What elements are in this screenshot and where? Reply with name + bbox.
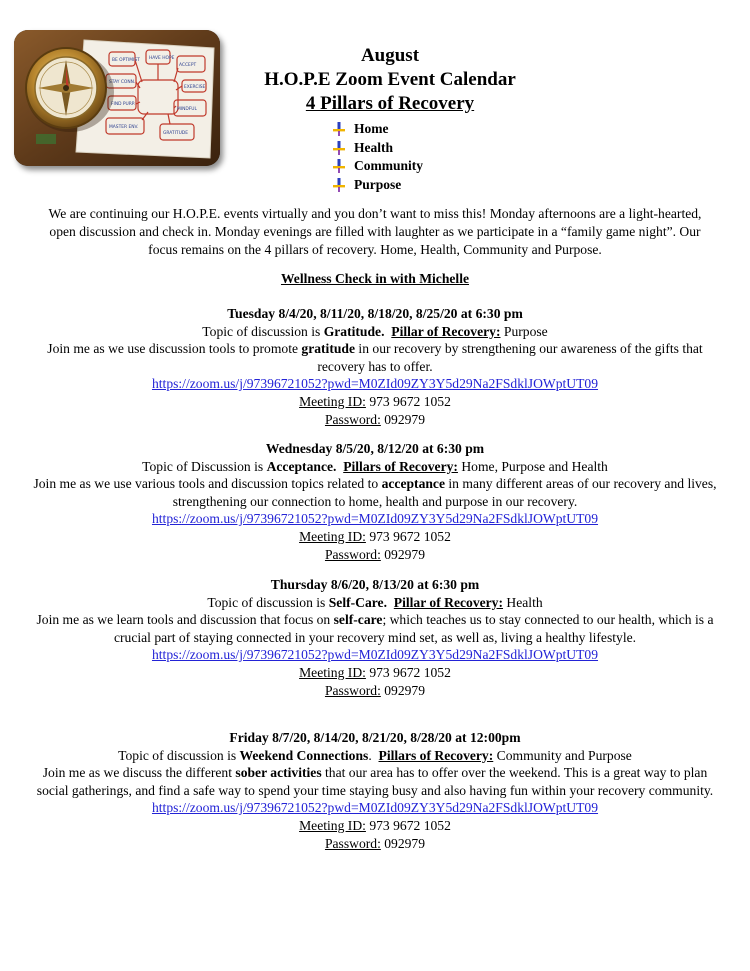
desc-pre: Join me as we learn tools and discussion that focus on [36,612,334,628]
event-description [30,475,720,510]
event-description [30,340,720,375]
password-line [30,682,720,700]
svg-text:GRATITUDE: GRATITUDE [163,131,188,136]
password-label: Password: [324,682,381,698]
list-item [332,157,423,176]
topic-prefix: Topic of Discussion is [142,458,267,474]
meeting-id-value: 973 9672 1052 [365,817,451,833]
title-block [220,44,560,116]
svg-text:MINDFUL: MINDFUL [177,107,197,112]
desc-bold: gratitude [301,341,356,357]
desc-bold: self-care [333,612,383,628]
pushpin-bullet-icon [332,122,346,136]
event-topic-line [30,323,720,341]
event-topic-line [30,594,720,612]
zoom-link[interactable]: https://zoom.us/j/97396721052?pwd=M0ZId09ZY3Y5d29Na2FSdklJOWptUT09 [151,800,599,816]
meeting-id-value: 973 9672 1052 [365,528,451,544]
meeting-id-value: 973 9672 1052 [365,664,451,680]
desc-post: ; which teaches us to stay connected to our health, which is a crucial part of staying connected in your recovery mind set, as well as, living a healthy lifestyle. [113,612,714,645]
password-line [30,835,720,853]
pushpin-bullet-icon [332,141,346,155]
desc-pre: Join me as we discuss the different [42,765,236,781]
list-item [332,120,423,139]
zoom-link[interactable]: https://zoom.us/j/97396721052?pwd=M0ZId09ZY3Y5d29Na2FSdklJOWptUT09 [151,647,599,663]
svg-text:BE OPTIMIST: BE OPTIMIST [112,58,140,63]
pillar-value: Health [503,594,543,610]
event-wednesday [30,440,720,563]
zoom-link[interactable]: https://zoom.us/j/97396721052?pwd=M0ZId09ZY3Y5d29Na2FSdklJOWptUT09 [151,376,599,392]
pillar-value: Home, Purpose and Health [457,458,608,474]
calendar-title: H.O.P.E Zoom Event Calendar [264,69,516,90]
desc-pre: Join me as we use various tools and discussion topics related to [33,476,382,492]
meeting-id-label: Meeting ID: [299,817,366,833]
event-description [30,611,720,646]
topic-prefix: Topic of discussion is [202,323,324,339]
password-label: Password: [324,411,381,427]
event-when: Wednesday 8/5/20, 8/12/20 at 6:30 pm [265,441,485,456]
svg-text:HAVE HOPE: HAVE HOPE [149,56,175,61]
svg-text:EXERCISE: EXERCISE [184,85,206,90]
header-image [14,30,220,166]
pillar-label: Purpose [354,176,402,192]
month-title: August [360,45,420,66]
event-tuesday [30,305,720,428]
meeting-id-value: 973 9672 1052 [365,393,451,409]
desc-bold: acceptance [381,476,445,492]
event-description [30,764,720,799]
event-when: Thursday 8/6/20, 8/13/20 at 6:30 pm [270,577,480,592]
meeting-id-line [30,528,720,546]
event-friday [30,729,720,852]
topic-prefix: Topic of discussion is [118,747,240,763]
svg-text:ACCEPT: ACCEPT [179,63,197,68]
section-title: Wellness Check in with Michelle [280,271,470,286]
meeting-id-label: Meeting ID: [299,528,366,544]
pillar-label: Home [354,121,389,136]
meeting-id-line [30,664,720,682]
pillar-label: Pillar of Recovery: [391,323,501,339]
desc-pre: Join me as we use discussion tools to promote [47,341,302,357]
pillar-label: Pillars of Recovery: [378,747,494,763]
topic-name: Weekend Connections [239,747,369,763]
pillar-value: Community and Purpose [493,747,632,763]
password-value: 092979 [380,682,426,698]
password-label: Password: [324,546,381,562]
pillar-value: Purpose [500,323,548,339]
pushpin-bullet-icon [332,159,346,173]
calendar-subtitle: 4 Pillars of Recovery [305,93,475,114]
intro-paragraph: We are continuing our H.O.P.E. events virtually and you don’t want to miss this! Monday afternoons are a light-hearted, open discussion and check in. Monday evenings are filled with laughter as we participate in a “family game night”. Our focus remains on the 4 pillars of recovery. Home, Health, Community and Purpose. [48,206,702,257]
meeting-id-line [30,817,720,835]
pushpin-bullet-icon [332,178,346,192]
password-value: 092979 [380,546,426,562]
meeting-id-label: Meeting ID: [299,664,366,680]
event-when: Friday 8/7/20, 8/14/20, 8/21/20, 8/28/20 at 12:00pm [229,730,521,745]
password-value: 092979 [380,835,426,851]
event-topic-line: Topic of discussion is Weekend Connections. Pillars of Recovery: Community and Purpose [118,747,632,763]
meeting-id-line [30,393,720,411]
svg-text:MASTER ENV.: MASTER ENV. [109,125,139,130]
topic-name: Self-Care. [328,594,387,610]
desc-post: that our area has to offer over the weekend. This is a great way to plan social gatherings, and find a safe way to spend your time staying busy and also having fun within your recovery community. [36,765,714,798]
pillar-label: Pillars of Recovery: [343,458,458,474]
meeting-id-label: Meeting ID: [299,393,366,409]
zoom-link[interactable]: https://zoom.us/j/97396721052?pwd=M0ZId09ZY3Y5d29Na2FSdklJOWptUT09 [151,511,599,527]
pillar-label: Health [354,139,393,155]
list-item [332,139,423,158]
desc-post: in our recovery by strengthening our awareness of the gifts that recovery has to offer. [317,341,703,374]
svg-text:STAY CONN.: STAY CONN. [109,80,136,85]
password-line [30,546,720,564]
password-line [30,411,720,429]
pillars-list [332,120,423,194]
password-value: 092979 [380,411,426,427]
topic-prefix: Topic of discussion is [207,594,329,610]
event-topic-line [30,458,720,476]
event-thursday [30,576,720,699]
topic-name: Gratitude. [323,323,385,339]
topic-name: Acceptance. [266,458,337,474]
compass-napkin-icon [14,30,220,166]
desc-post: in many different areas of our recovery and lives, strengthening our connection to home, health and purpose in our recovery. [172,476,717,509]
event-when: Tuesday 8/4/20, 8/11/20, 8/18/20, 8/25/20 at 6:30 pm [227,306,523,321]
pillar-label: Pillar of Recovery: [393,594,504,610]
svg-text:FIND PURP.: FIND PURP. [111,102,136,107]
pillar-label: Community [354,158,424,173]
desc-bold: sober activities [235,765,322,781]
list-item [332,176,423,195]
password-label: Password: [324,835,381,851]
